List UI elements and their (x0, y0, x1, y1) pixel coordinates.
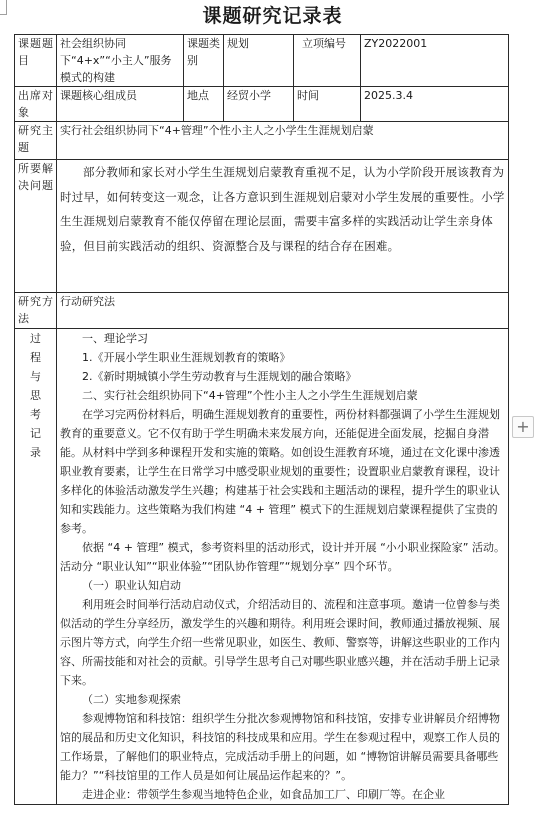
label-process-char: 考 (30, 408, 41, 421)
label-method: 研究方法 (15, 293, 57, 329)
label-topic: 课题题目 (15, 35, 57, 87)
label-process-char: 记 (30, 427, 41, 440)
table-row-process (15, 329, 509, 805)
label-process-char: 程 (30, 351, 41, 364)
label-place: 地点 (184, 87, 224, 122)
label-category: 课题类别 (184, 35, 224, 87)
value-attendees[interactable]: 课题核心组成员 (57, 87, 184, 122)
process-paragraph: 参观博物馆和科技馆：组织学生分批次参观博物馆和科技馆，安排专业讲解员介绍博物馆的展品和历史文化知识，科技馆的科技成果和应用。学生在参观过程中，观察工作人员的工作场景，了解他们的职业特点，完成活动手册上的问题，如 “博物馆讲解员需要具备哪些能力？”“科技馆里的工作人员是如何让展品运作起来的？”。 (60, 712, 500, 782)
label-number: 立项编号 (294, 35, 361, 87)
process-paragraph: 利用班会时间举行活动启动仪式，介绍活动目的、流程和注意事项。邀请一位曾参与类似活动的学生分享经历，激发学生的兴趣和期待。利用班会课时间，教师通过播放视频、展示图片等方式，向学生介绍一些常见职业，如医生、教师、警察等，讲解这些职业的工作内容、所需技能和对社会的贡献。引导学生思考自己对哪些职业感兴趣，并在活动手册上记录下来。 (60, 598, 500, 687)
value-place[interactable]: 经贸小学 (224, 87, 294, 122)
table-row-topic (15, 35, 509, 87)
table-row-theme (15, 122, 509, 160)
process-paragraph: 走进企业：带领学生参观当地特色企业，如食品加工厂、印刷厂等。在企业 (82, 788, 445, 801)
value-topic[interactable]: 社会组织协同下“4+x”“小主人”服务模式的构建 (57, 35, 184, 87)
label-process-char: 录 (30, 446, 41, 459)
process-paragraph: （二）实地参观探索 (82, 693, 181, 706)
value-method[interactable]: 行动研究法 (57, 293, 509, 329)
process-paragraph: 依据 “4 + 管理” 模式，参考资料里的活动形式，设计并开展 “小小职业探险家” 活动。活动分 “职业认知”“职业体验”“团队协作管理”“规划分享” 四个环节。 (60, 541, 505, 573)
page-title: 课题研究记录表 (202, 5, 343, 27)
research-record-table (14, 34, 509, 805)
label-process (15, 329, 57, 805)
plus-icon: + (516, 417, 530, 436)
process-paragraph: 1.《开展小学生职业生涯规划教育的策略》 (82, 351, 291, 364)
value-category[interactable]: 规划 (224, 35, 294, 87)
add-plus-button[interactable] (512, 416, 534, 438)
label-attendees: 出席对象 (15, 87, 57, 122)
value-problem[interactable]: 部分教师和家长对小学生生涯规划启蒙教育重视不足，认为小学阶段开展该教育为时过早，如何转变这一观念，让各方意识到生涯规划启蒙对小学生发展的重要性。小学生生涯规划启蒙教育不能仅停留在理论层面，需要丰富多样的实践活动让学生亲身体验，但目前实践活动的组织、资源整合及与课程的结合存在困难。 (57, 160, 509, 293)
label-time: 时间 (294, 87, 361, 122)
label-problem: 所要解决问题 (15, 160, 57, 293)
process-paragraph: 一、理论学习 (82, 332, 148, 345)
label-process-char: 思 (30, 389, 41, 402)
label-theme: 研究主题 (15, 122, 57, 160)
value-number[interactable]: ZY2022001 (361, 35, 509, 87)
table-row-method (15, 293, 509, 329)
process-paragraph: 2.《新时期城镇小学生劳动教育与生涯规划的融合策略》 (82, 370, 357, 383)
table-row-problem (15, 160, 509, 293)
process-paragraph: （一）职业认知启动 (82, 579, 181, 592)
process-paragraph: 二、实行社会组织协同下“4+管理”个性小主人之小学生生涯规划启蒙 (82, 389, 418, 402)
label-process-char: 与 (30, 370, 41, 383)
process-record-content[interactable] (57, 329, 509, 805)
process-paragraph: 在学习完两份材料后，明确生涯规划教育的重要性，两份材料都强调了小学生生涯规划教育的重要意义。它不仅有助于学生明确未来发展方向，还能促进全面发展，挖掘自身潜能。从材料中学到多种课程开发和实施的策略。如创设生涯教育环境，通过在文化课中渗透职业教育要素，让学生在日常学习中感受职业规划的重要性；设置职业启蒙教育课程，设计多样化的体验活动激发学生兴趣；构建基于社会实践和主题活动的课程，提升学生的职业认知和实践能力。这些策略为我们构建 “4 + 管理” 模式下的生涯规划启蒙课程提供了宝贵的参考。 (60, 408, 500, 535)
table-row-attendees (15, 87, 509, 122)
value-time[interactable]: 2025.3.4 (361, 87, 509, 122)
value-theme[interactable]: 实行社会组织协同下“4+管理”个性小主人之小学生生涯规划启蒙 (57, 122, 509, 160)
label-process-char: 过 (30, 332, 41, 345)
